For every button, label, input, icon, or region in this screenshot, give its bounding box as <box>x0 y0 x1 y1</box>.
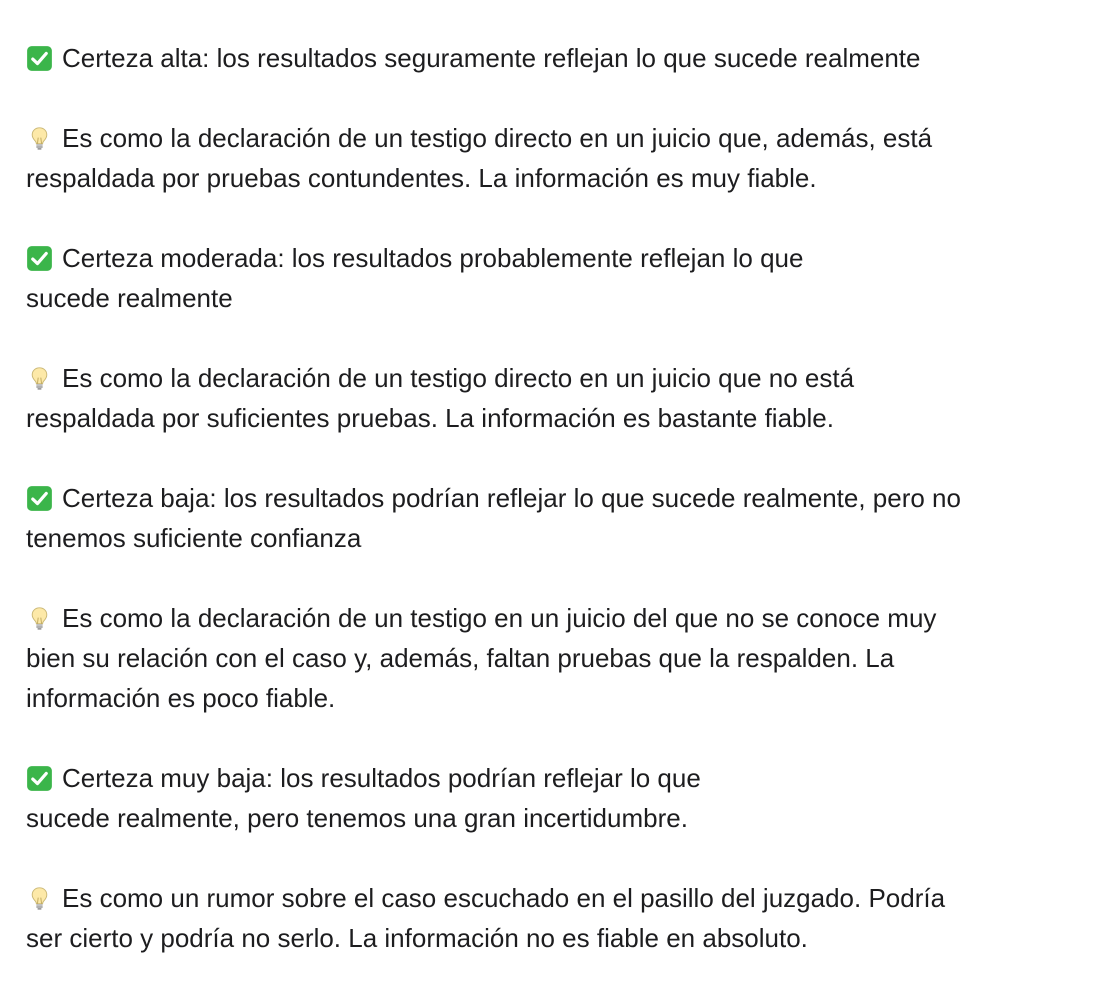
light-bulb-icon <box>26 125 53 152</box>
certainty-high-label: Certeza alta: los resultados seguramente reflejan lo que sucede realmente <box>62 43 921 73</box>
paragraph-line <box>26 38 1086 78</box>
check-mark-icon <box>26 245 53 272</box>
certainty-moderate-label-continued: sucede realmente <box>26 283 233 313</box>
certainty-low-label-continued: tenemos suficiente confianza <box>26 523 362 553</box>
certainty-levels-document <box>26 38 1086 998</box>
explanation-text-line: información es poco fiable. <box>26 683 336 713</box>
light-bulb-icon <box>26 605 53 632</box>
paragraph-line <box>26 478 1086 518</box>
certainty-moderate-explanation <box>26 358 1086 438</box>
paragraph-line <box>26 758 1086 798</box>
paragraph-line <box>26 878 1086 918</box>
certainty-very-low-label: Certeza muy baja: los resultados podrían reflejar lo que <box>62 763 701 793</box>
certainty-high-paragraph <box>26 38 1086 78</box>
light-bulb-icon <box>26 365 53 392</box>
paragraph-line <box>26 118 1086 158</box>
explanation-text-line: respaldada por suficientes pruebas. La información es bastante fiable. <box>26 403 834 433</box>
check-mark-icon <box>26 765 53 792</box>
paragraph-line <box>26 238 1086 278</box>
explanation-text-line: ser cierto y podría no serlo. La información no es fiable en absoluto. <box>26 923 808 953</box>
light-bulb-icon <box>26 885 53 912</box>
certainty-high-explanation <box>26 118 1086 198</box>
certainty-moderate-label: Certeza moderada: los resultados probablemente reflejan lo que <box>62 243 804 273</box>
check-mark-icon <box>26 485 53 512</box>
certainty-low-explanation <box>26 598 1086 718</box>
certainty-very-low-explanation <box>26 878 1086 958</box>
explanation-text-line: respaldada por pruebas contundentes. La información es muy fiable. <box>26 163 817 193</box>
explanation-text-line: Es como un rumor sobre el caso escuchado en el pasillo del juzgado. Podría <box>62 883 946 913</box>
explanation-text-line: Es como la declaración de un testigo directo en un juicio que, además, está <box>62 123 933 153</box>
certainty-moderate-paragraph <box>26 238 1086 318</box>
explanation-text-line: bien su relación con el caso y, además, faltan pruebas que la respalden. La <box>26 643 895 673</box>
explanation-text-line: Es como la declaración de un testigo directo en un juicio que no está <box>62 363 855 393</box>
check-mark-icon <box>26 45 53 72</box>
certainty-low-paragraph <box>26 478 1086 558</box>
certainty-very-low-label-continued: sucede realmente, pero tenemos una gran incertidumbre. <box>26 803 688 833</box>
certainty-low-label: Certeza baja: los resultados podrían reflejar lo que sucede realmente, pero no <box>62 483 961 513</box>
paragraph-line <box>26 358 1086 398</box>
explanation-text-line: Es como la declaración de un testigo en un juicio del que no se conoce muy <box>62 603 937 633</box>
certainty-very-low-paragraph <box>26 758 1086 838</box>
paragraph-line <box>26 598 1086 638</box>
